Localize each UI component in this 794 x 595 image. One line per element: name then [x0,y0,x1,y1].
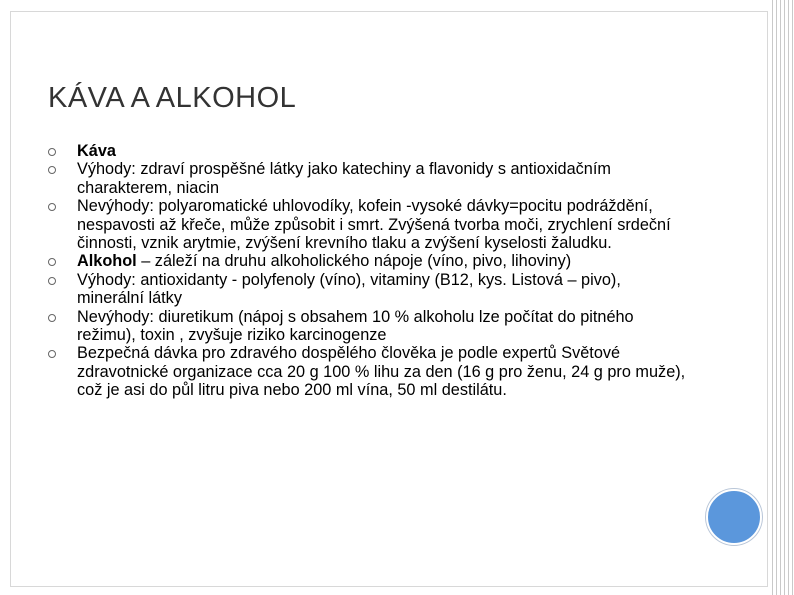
item-lead: Alkohol [77,252,137,271]
decorative-rail [780,0,781,595]
bullet-icon [48,314,56,322]
decorative-rail [792,0,793,595]
decorative-rail [788,0,789,595]
list-item [48,344,688,399]
item-text: – záleží na druhu alkoholického nápoje (víno, pivo, lihoviny) [136,252,572,271]
item-text: Bezpečná dávka pro zdravého dospělého člověka je podle expertů Světové zdravotnické organizace cca 20 g 100 % lihu za den (16 g pro ženu, 24 g pro muže), což je asi do půl litru piva nebo 200 ml vína, 50 ml destilátu. [77,344,686,400]
item-lead: Káva [77,142,116,160]
list-item [48,142,688,160]
item-text: Výhody: antioxidanty - polyfenoly (víno), vitaminy (B12, kys. Listová – pivo), minerální látky [77,270,621,308]
list-item [48,252,688,270]
bullet-icon [48,258,56,266]
bullet-icon [48,350,56,358]
decorative-rail [784,0,785,595]
slide-title: KÁVA A ALKOHOL [48,82,297,114]
decorative-circle [706,489,762,545]
decorative-rail [772,0,773,595]
list-item [48,160,688,197]
bullet-list [48,142,688,400]
list-item [48,271,688,308]
bullet-icon [48,148,56,156]
list-item [48,308,688,345]
bullet-icon [48,203,56,211]
item-text: Nevýhody: polyaromatické uhlovodíky, kofein -vysoké dávky=pocitu podráždění, nespavosti až křeče, může způsobit i smrt. Zvýšená tvorba moči, zrychlení srdeční činnosti, vznik arytmie, zvýšení krevního tlaku a zvýšení kyselosti žaludku. [77,197,671,253]
item-text: Výhody: zdraví prospěšné látky jako katechiny a flavonidy s antioxidačním charakterem, niacin [77,160,611,197]
decorative-rail [776,0,777,595]
list-item [48,197,688,252]
bullet-icon [48,277,56,285]
bullet-icon [48,166,56,174]
item-text: Nevýhody: diuretikum (nápoj s obsahem 10 % alkoholu lze počítat do pitného režimu), toxin , zvyšuje riziko karcinogenze [77,307,634,345]
